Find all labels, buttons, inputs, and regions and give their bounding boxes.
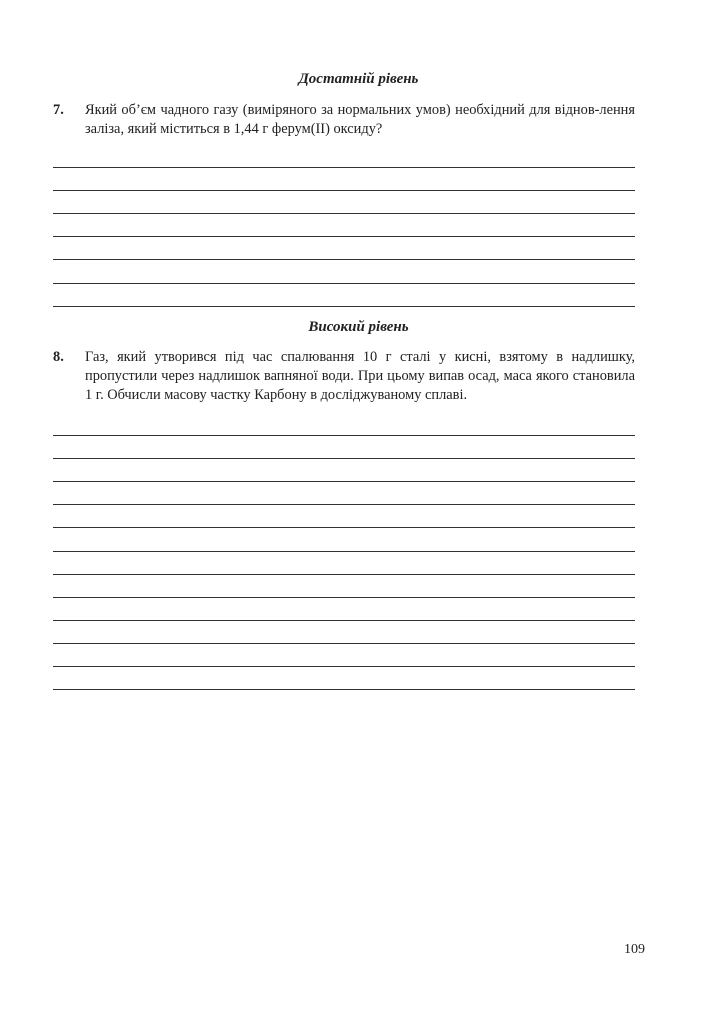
page-number: 109 xyxy=(624,942,645,957)
answer-lines-task-7 xyxy=(53,145,635,307)
answer-line xyxy=(53,552,635,575)
task-number: 7. xyxy=(53,102,64,118)
answer-lines-task-8 xyxy=(53,413,635,690)
answer-line xyxy=(53,575,635,598)
answer-line xyxy=(53,260,635,283)
answer-line xyxy=(53,214,635,237)
answer-line xyxy=(53,145,635,168)
task-7 xyxy=(53,101,635,139)
task-8 xyxy=(53,348,635,405)
task-number: 8. xyxy=(53,349,64,365)
task-text: Який об’єм чадного газу (виміряного за нормальних умов) необхідний для віднов-лення заліза, який міститься в 1,44 г ферум(ІІ) оксиду? xyxy=(85,102,635,137)
answer-line xyxy=(53,621,635,644)
answer-line xyxy=(53,598,635,621)
answer-line xyxy=(53,436,635,459)
answer-line xyxy=(53,482,635,505)
section-heading-high-level: Високий рівень xyxy=(308,319,409,335)
answer-line xyxy=(53,505,635,528)
answer-line xyxy=(53,191,635,214)
answer-line xyxy=(53,237,635,260)
task-text: Газ, який утворився під час спалювання 10 г сталі у кисні, взятому в надлишку, пропустили через надлишок вапняної води. При цьому випав осад, маса якого становила 1 г. Обчисли масову частку Карбону в досліджуваному сплаві. xyxy=(85,349,635,403)
answer-line xyxy=(53,667,635,690)
answer-line xyxy=(53,168,635,191)
answer-line xyxy=(53,413,635,436)
answer-line xyxy=(53,284,635,307)
answer-line xyxy=(53,459,635,482)
answer-line xyxy=(53,528,635,551)
section-heading-sufficient-level: Достатній рівень xyxy=(298,71,419,87)
answer-line xyxy=(53,644,635,667)
